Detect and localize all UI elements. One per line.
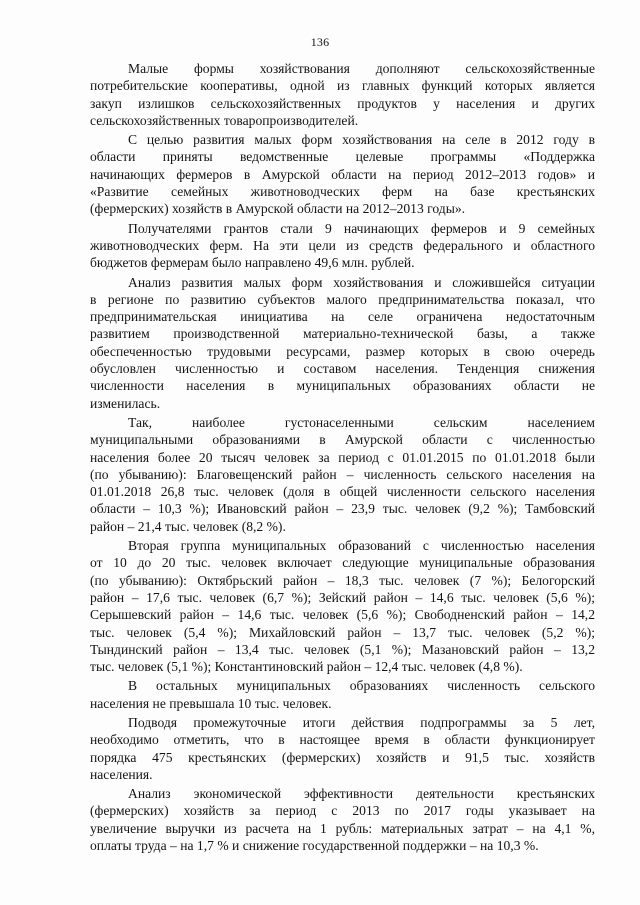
text-line: населения не превышала 10 тыс. человек.: [90, 695, 332, 711]
text-line: от 10 до 20 тыс. человек включает следующие муниципальные образования: [90, 555, 595, 571]
text-line: Серышевский район – 14,6 тыс. человек (5,6 %); Свободненский район – 14,2: [90, 607, 595, 623]
text-line: необходимо отметить, что в настоящее время в области функционирует: [90, 732, 595, 748]
text-line: обеспеченностью трудовыми ресурсами, размер которых в свою очередь: [90, 343, 595, 359]
text-line: Получателями грантов стали 9 начинающих фермеров и 9 семейных: [128, 220, 595, 236]
text-line: район – 17,6 тыс. человек (6,7 %); Зейский район – 14,6 тыс. человек (5,6 %);: [90, 589, 595, 605]
paragraph: [90, 537, 595, 675]
text-line: Анализ развития малых форм хозяйствования и сложившейся ситуации: [128, 274, 595, 290]
text-line: развитием производственной материально-технической базы, а также: [90, 326, 595, 342]
text-line: «Развитие семейных животноводческих ферм на базе крестьянских: [90, 184, 595, 200]
text-line: (по убыванию): Благовещенский район – численность сельского населения на: [90, 466, 595, 482]
text-line: порядка 475 крестьянских (фермерских) хозяйств и 91,5 тыс. хозяйств: [90, 749, 595, 765]
document-body: [90, 60, 595, 854]
text-line: Малые формы хозяйствования дополняют сельскохозяйственные: [128, 61, 595, 76]
text-line: изменилась.: [90, 395, 161, 411]
text-line: области приняты ведомственные целевые программы «Поддержка: [90, 149, 595, 165]
text-line: области – 10,3 %); Ивановский район – 23,9 тыс. человек (9,2 %); Тамбовский: [90, 501, 595, 517]
paragraph: [90, 414, 595, 535]
text-line: оплаты труда – на 1,7 % и снижение государственной поддержки – на 10,3 %.: [90, 838, 539, 854]
text-line: закуп излишков сельскохозяйственных продуктов у населения и других: [90, 95, 595, 111]
paragraph: [90, 677, 595, 712]
text-line: потребительские кооперативы, одной из главных функций которых является: [90, 78, 595, 94]
text-line: (фермерских) хозяйств за период с 2013 по 2017 годы указывает на: [90, 803, 595, 819]
text-line: (фермерских) хозяйств в Амурской области на 2012–2013 годы».: [90, 201, 466, 217]
text-line: бюджетов фермерам было направлено 49,6 млн. рублей.: [90, 255, 415, 271]
text-line: муниципальными образованиями в Амурской области с численностью: [90, 432, 595, 448]
text-line: населения.: [90, 766, 153, 782]
paragraph: [90, 131, 595, 217]
text-line: животноводческих ферм. На эти цели из средств федерального и областного: [90, 237, 595, 253]
text-line: увеличение выручки из расчета на 1 рубль: материальных затрат – на 4,1 %,: [90, 820, 595, 836]
page-number: 136: [310, 35, 330, 49]
paragraph: [90, 714, 595, 783]
text-line: Так, наиболее густонаселенными сельским населением: [128, 414, 595, 430]
paragraph: [90, 60, 595, 129]
paragraph: [90, 274, 595, 412]
text-line: тыс. человек (5,1 %); Константиновский район – 12,4 тыс. человек (4,8 %).: [90, 659, 523, 675]
text-line: обусловлен численностью и составом населения. Тенденция снижения: [90, 361, 595, 377]
text-line: В остальных муниципальных образованиях численность сельского: [128, 678, 595, 694]
text-line: С целью развития малых форм хозяйствования на селе в 2012 году в: [128, 132, 595, 148]
text-line: в регионе по развитию субъектов малого предпринимательства показал, что: [90, 291, 595, 307]
text-line: начинающих фермеров в Амурской области на период 2012–2013 годов» и: [90, 166, 595, 182]
text-line: (по убыванию): Октябрьский район – 18,3 тыс. человек (7 %); Белогорский: [90, 572, 595, 588]
text-line: численности населения в муниципальных образованиях области не: [90, 378, 595, 394]
text-line: Тындинский район – 13,4 тыс. человек (5,1 %); Мазановский район – 13,2: [90, 641, 595, 657]
paragraph: [90, 785, 595, 854]
text-line: населения более 20 тысяч человек за период с 01.01.2015 по 01.01.2018 были: [90, 449, 595, 465]
text-line: район – 21,4 тыс. человек (8,2 %).: [90, 518, 286, 534]
text-line: Анализ экономической эффективности деятельности крестьянских: [128, 786, 595, 802]
text-line: предпринимательская инициатива на селе ограничена недостаточным: [90, 309, 595, 325]
paragraph: [90, 220, 595, 272]
text-line: тыс. человек (5,4 %); Михайловский район – 13,7 тыс. человек (5,2 %);: [90, 624, 595, 640]
text-line: Вторая группа муниципальных образований с численностью населения: [128, 538, 595, 554]
text-line: Подводя промежуточные итоги действия подпрограммы за 5 лет,: [128, 714, 595, 730]
text-line: сельскохозяйственных товаропроизводителей.: [90, 112, 359, 128]
text-line: 01.01.2018 26,8 тыс. человек (доля в общей численности сельского населения: [90, 484, 595, 500]
